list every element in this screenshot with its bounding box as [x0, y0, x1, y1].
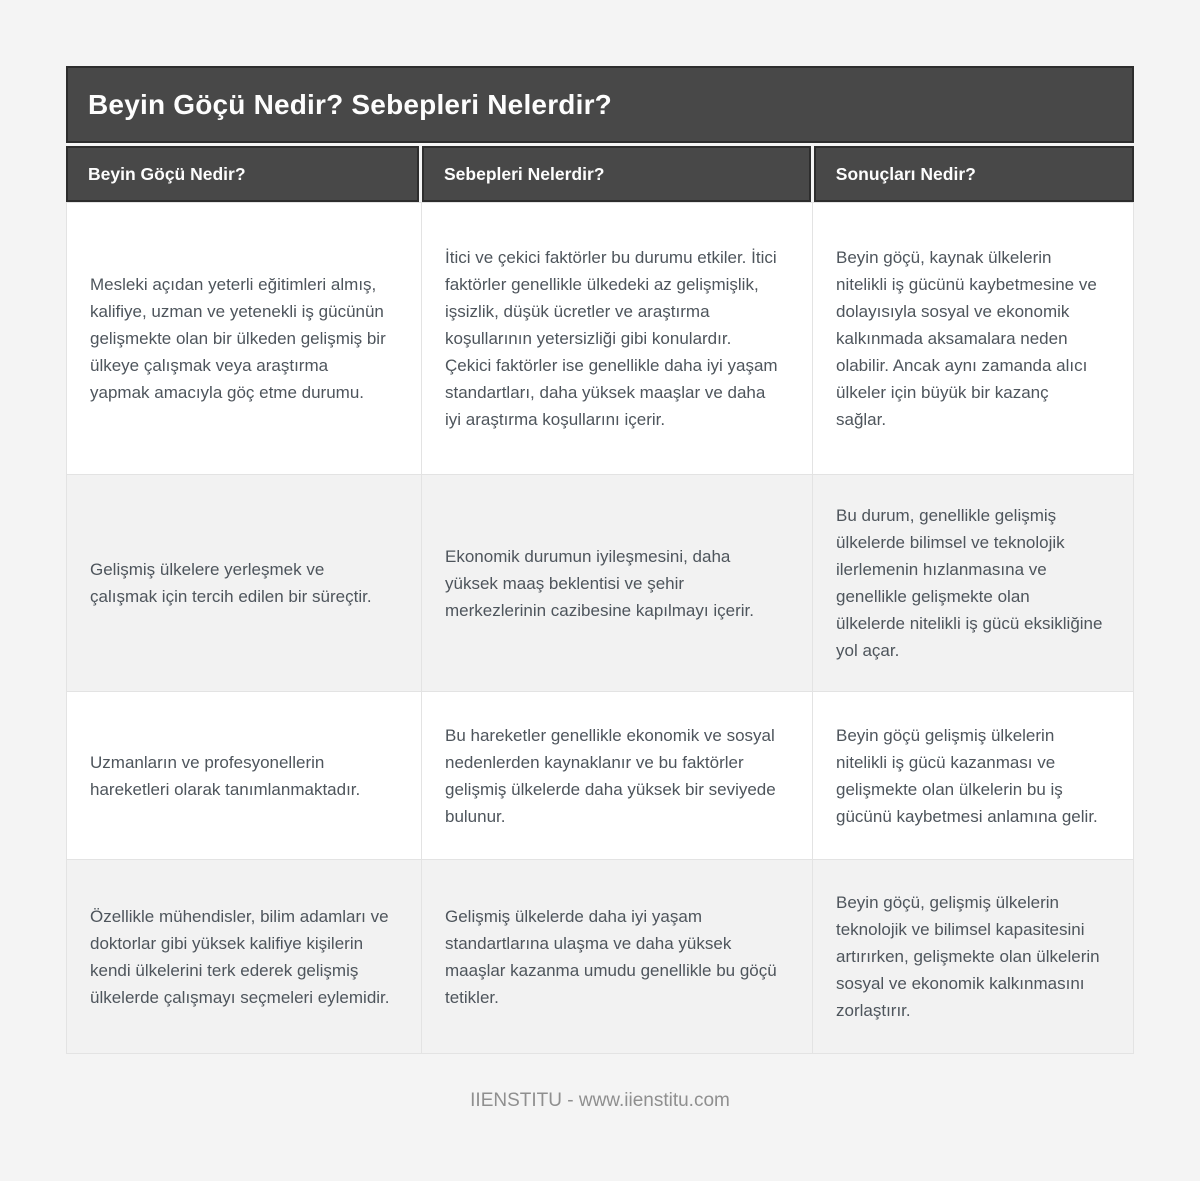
- table-cell: İtici ve çekici faktörler bu durumu etkiler. İtici faktörler genellikle ülkedeki az gelişmişlik, işsizlik, düşük ücretler ve araştırma koşullarının yetersizliği gibi konulardır. Çekici faktörler ise genellikle daha iyi yaşam standartları, daha yüksek maaşlar ve daha iyi araştırma koşullarını içerir.: [421, 203, 812, 475]
- title-bar: [66, 66, 1134, 143]
- table-cell: Mesleki açıdan yeterli eğitimleri almış, kalifiye, uzman ve yetenekli iş gücünün gelişmekte olan bir ülkeden gelişmiş bir ülkeye çalışmak veya araştırma yapmak amacıyla göç etme durumu.: [66, 203, 421, 475]
- table-body: [66, 202, 1134, 1054]
- table-row: [66, 475, 1134, 692]
- table-cell: Bu durum, genellikle gelişmiş ülkelerde bilimsel ve teknolojik ilerlemenin hızlanmasına ve genellikle gelişmekte olan ülkelerde nitelikli iş gücü eksikliğine yol açar.: [812, 475, 1134, 692]
- column-header-sonuclari-nedir: Sonuçları Nedir?: [814, 146, 1134, 202]
- page-title: Beyin Göçü Nedir? Sebepleri Nelerdir?: [88, 88, 612, 120]
- table-row: [66, 692, 1134, 860]
- table-cell: Uzmanların ve profesyonellerin hareketleri olarak tanımlanmaktadır.: [66, 692, 421, 860]
- table-cell: Beyin göçü, gelişmiş ülkelerin teknolojik ve bilimsel kapasitesini artırırken, gelişmekte olan ülkelerin sosyal ve ekonomik kalkınmasını zorlaştırır.: [812, 860, 1134, 1054]
- footer-credit: IIENSTITU - www.iienstitu.com: [470, 1090, 730, 1111]
- table-cell: Beyin göçü, kaynak ülkelerin nitelikli iş gücünü kaybetmesine ve dolayısıyla sosyal ve ekonomik kalkınmada aksamalara neden olabilir. Ancak aynı zamanda alıcı ülkeler için büyük bir kazanç sağlar.: [812, 203, 1134, 475]
- column-header-sebepleri-nelerdir: Sebepleri Nelerdir?: [422, 146, 811, 202]
- table-header-row: [66, 146, 1134, 202]
- table-cell: Ekonomik durumun iyileşmesini, daha yüksek maaş beklentisi ve şehir merkezlerinin cazibesine kapılmayı içerir.: [421, 475, 812, 692]
- table-row: [66, 203, 1134, 475]
- table-cell: Özellikle mühendisler, bilim adamları ve doktorlar gibi yüksek kalifiye kişilerin kendi ülkelerini terk ederek gelişmiş ülkelerde çalışmayı seçmeleri eylemidir.: [66, 860, 421, 1054]
- table-row: [66, 860, 1134, 1054]
- table-cell: Beyin göçü gelişmiş ülkelerin nitelikli iş gücü kazanması ve gelişmekte olan ülkelerin bu iş gücünü kaybetmesi anlamına gelir.: [812, 692, 1134, 860]
- table-cell: Gelişmiş ülkelerde daha iyi yaşam standartlarına ulaşma ve daha yüksek maaşlar kazanma umudu genellikle bu göçü tetikler.: [421, 860, 812, 1054]
- table-cell: Bu hareketler genellikle ekonomik ve sosyal nedenlerden kaynaklanır ve bu faktörler gelişmiş ülkelerde daha yüksek bir seviyede bulunur.: [421, 692, 812, 860]
- content-sheet: [66, 0, 1134, 1112]
- table-cell: Gelişmiş ülkelere yerleşmek ve çalışmak için tercih edilen bir süreçtir.: [66, 475, 421, 692]
- column-header-beyin-gocu-nedir: Beyin Göçü Nedir?: [66, 146, 419, 202]
